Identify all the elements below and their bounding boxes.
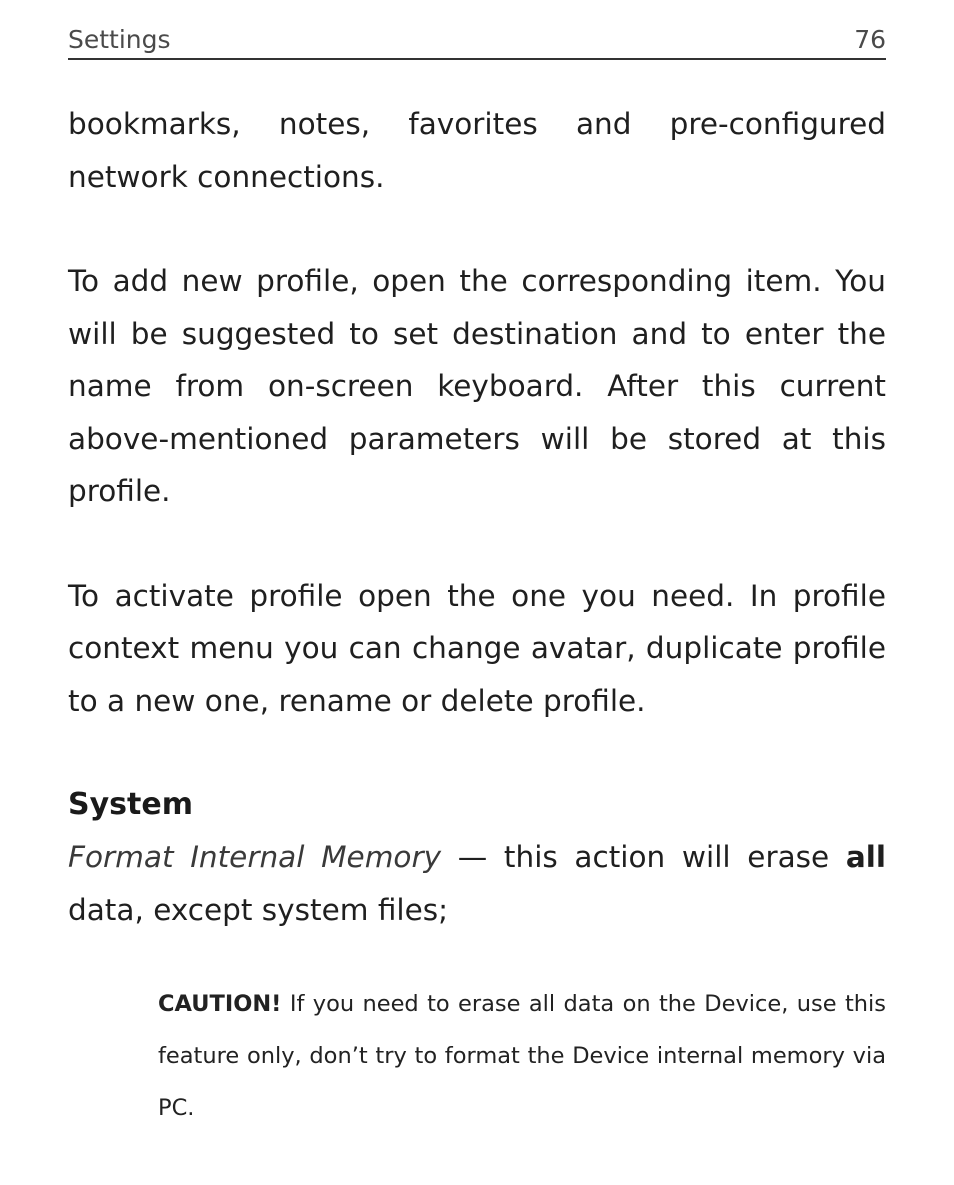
paragraph-format-memory xyxy=(68,831,886,936)
page-header xyxy=(68,22,886,60)
caution-text: If you need to erase all data on the Device, use this feature only, don’t try to format the Device internal memory via PC. xyxy=(158,991,886,1121)
page-number: 76 xyxy=(854,25,886,54)
format-memory-text-1: — this action will erase xyxy=(441,840,846,874)
paragraph-profiles-contents: bookmarks, notes, favorites and pre-configured network connections. xyxy=(68,107,886,194)
format-memory-emphasis: all xyxy=(845,840,886,874)
page-content xyxy=(68,98,886,1134)
section-title: Settings xyxy=(68,25,171,54)
caution-label: CAUTION! xyxy=(158,991,282,1017)
paragraph-add-profile: To add new profile, open the corresponding item. You will be suggested to set destination and to enter the name from on-screen keyboard. After this current above-mentioned parameters will be stored at this profile. xyxy=(68,264,886,508)
section-heading-system: System xyxy=(68,787,193,822)
format-memory-term: Format Internal Memory xyxy=(68,840,442,874)
format-memory-text-2: data, except system files; xyxy=(68,892,449,927)
caution-note xyxy=(158,978,886,1134)
paragraph-activate-profile: To activate profile open the one you need. In profile context menu you can change avatar, duplicate profile to a new one, rename or delete profile. xyxy=(68,578,886,718)
